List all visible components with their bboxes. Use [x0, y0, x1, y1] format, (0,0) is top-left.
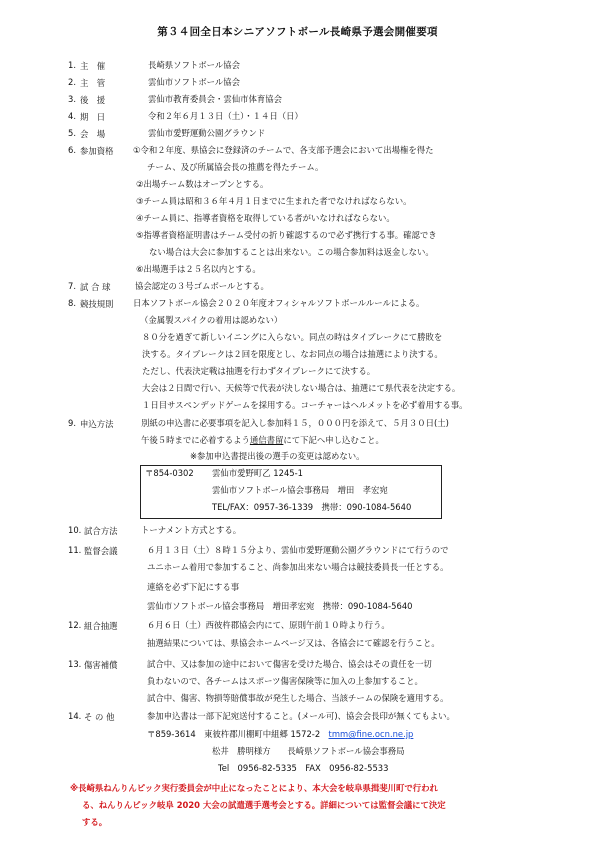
- rules-line: １日目サスペンデッドゲームを採用する。コーチャーはヘルメットを必ず着用する事。: [142, 400, 468, 410]
- item-label-support: 後 援: [80, 95, 106, 105]
- item-label-venue: 会 場: [80, 129, 106, 139]
- item-label-draw: 組合抽選: [84, 621, 118, 631]
- item-number: 10.: [68, 525, 82, 535]
- liability-line: 負わないので、各チームはスポーツ傷害保険等に加入の上参加すること。: [147, 676, 423, 686]
- qualification-line: ②出場チーム数はオープンとする。: [136, 179, 269, 189]
- item-number: 6.: [68, 145, 76, 155]
- item-label-liability: 傷害補償: [84, 660, 118, 670]
- item-number: 4.: [68, 111, 76, 121]
- manager-value: 雲仙市ソフトボール協会: [148, 77, 240, 87]
- meeting-line: ６月１３日（土）８時１５分より、雲仙市愛野運動公園グラウンドにて行うので: [147, 545, 449, 555]
- item-number: 13.: [68, 659, 82, 669]
- item-label-qualification: 参加資格: [80, 146, 114, 156]
- rules-line: （金属製スパイクの着用は認めない）: [140, 315, 283, 325]
- item-number: 2.: [68, 77, 76, 87]
- item-label-meeting: 監督会議: [84, 546, 118, 556]
- notice-line: ※長崎県ねんりんピック実行委員会が中止になったことにより、本大会を岐阜県揖斐川町で行われ: [70, 783, 438, 793]
- venue-value: 雲仙市愛野運動公園グラウンド: [148, 128, 266, 138]
- item-number: 5.: [68, 128, 76, 138]
- format-value: トーナメント方式とする。: [141, 525, 242, 535]
- draw-line: ６月６日（土）西彼杵郡協会内にて、原則午前１０時より行う。: [147, 620, 390, 630]
- qualification-line: チーム、及び所属協会長の推薦を得たチーム。: [147, 162, 324, 172]
- item-label-format: 試合方法: [84, 526, 118, 536]
- other-contact-name: 松井 勝明様方 長崎県ソフトボール協会事務局: [212, 746, 405, 756]
- item-label-ball: 試 合 球: [80, 282, 111, 292]
- notice-line: する。: [82, 817, 108, 827]
- qualification-line: ない場合は大会に参加することは出来ない。この場合参加料は返金しない。: [149, 247, 434, 257]
- application-text: にて下記へ申し込むこと。: [283, 435, 384, 445]
- item-number: 8.: [68, 298, 76, 308]
- application-phone: TEL/FAX：0957-36-1339 携帯：090-1084-5640: [212, 502, 412, 512]
- other-address-line: [147, 729, 413, 739]
- item-label-other: そ の 他: [84, 712, 115, 722]
- application-address: 雲仙市愛野町乙 1245-1: [212, 468, 303, 478]
- ball-value: 協会認定の３号ゴムボールとする。: [135, 281, 269, 291]
- meeting-contact-heading: 連絡を必ず下記にする事: [147, 582, 240, 592]
- meeting-line: ユニホーム着用で参加すること、尚参加出来ない場合は競技委員長一任とする。: [147, 562, 449, 572]
- item-label-organizer: 主 催: [80, 61, 106, 71]
- rules-line: 日本ソフトボール協会２０２０年度オフィシャルソフトボールルールによる。: [133, 298, 425, 308]
- qualification-line: ⑤指導者資格証明書はチーム受付の折り確認するので必ず携行する事。確認でき: [136, 230, 437, 240]
- application-line: [141, 435, 384, 445]
- item-label-date: 期 日: [80, 112, 106, 122]
- other-contact-phone: Tel 0956-82-5335 FAX 0956-82-5533: [218, 763, 389, 773]
- application-note: ※参加申込書提出後の選手の変更は認めない。: [190, 451, 365, 461]
- other-line: 参加申込書は一部下記宛送付すること。(メール可)、協会会長印が無くてもよい。: [147, 711, 455, 721]
- item-number: 1.: [68, 60, 76, 70]
- application-zip: 〒854-0302: [145, 468, 194, 478]
- qualification-line: ⑥出場選手は２５名以内とする。: [136, 264, 261, 274]
- date-value: 令和２年６月１３日（土）・１４日（日）: [148, 111, 303, 121]
- application-line: 別紙の申込書に必要事項を記入し参加料１５，０００円を添えて、５月３０日(土): [141, 418, 449, 428]
- item-number: 12.: [68, 620, 82, 630]
- application-text: 午後５時までに必着するよう: [141, 435, 250, 445]
- other-address: 〒859-3614 東彼杵郡川棚町中組郷 1572-2: [147, 729, 321, 739]
- qualification-line: ③チーム員は昭和３６年４月１日までに生まれた者でなければならない。: [136, 196, 412, 206]
- rules-line: ただし、代表決定戦は抽選を行わずタイブレークにて決する。: [142, 366, 376, 376]
- item-number: 11.: [68, 545, 82, 555]
- page-title: 第３４回全日本シニアソフトボール長崎県予選会開催要項: [157, 26, 438, 38]
- rules-line: ８０分を過ぎて新しいイニングに入らない。同点の時はタイブレークにて勝敗を: [142, 332, 443, 342]
- item-number: 14.: [68, 711, 82, 721]
- item-label-rules: 競技規則: [80, 299, 114, 309]
- item-label-application: 申込方法: [80, 419, 114, 429]
- liability-line: 試合中、又は参加の途中において傷害を受けた場合、協会はその責任を一切: [147, 659, 432, 669]
- draw-line: 抽選結果については、県協会ホームページ又は、各協会にて確認を行うこと。: [147, 638, 440, 648]
- rules-line: 大会は２日間で行い、天候等で代表が決しない場合は、抽選にて県代表を決定する。: [142, 383, 461, 393]
- meeting-contact: 雲仙市ソフトボール協会事務局 増田孝宏宛 携帯：090-1084-5640: [147, 601, 413, 611]
- notice-line: る、ねんりんピック岐阜 2020 大会の試遣選手選考会とする。詳細については監督会議にて決定: [82, 800, 446, 810]
- item-number: 3.: [68, 94, 76, 104]
- item-label-manager: 主 管: [80, 78, 106, 88]
- liability-line: 試合中、傷害、物損等賠償事故が発生した場合、当該チームの保険を適用する。: [147, 693, 449, 703]
- item-number: 7.: [68, 281, 76, 291]
- rules-line: 決する。タイブレークは２回を限度とし、なお同点の場合は抽選により決する。: [142, 349, 443, 359]
- application-organization: 雲仙市ソフトボール協会事務局 増田 孝宏宛: [212, 485, 388, 495]
- organizer-value: 長崎県ソフトボール協会: [148, 60, 240, 70]
- registered-mail-text: 通信書留: [249, 435, 284, 445]
- qualification-line: ④チーム員に、指導者資格を取得している者がいなければならない。: [136, 213, 395, 223]
- email-link[interactable]: tmm@fine.ocn.ne.jp: [328, 729, 414, 739]
- item-number: 9.: [68, 418, 76, 428]
- qualification-line: ①令和２年度、県協会に登録済のチームで、各支部予選会において出場権を得た: [133, 145, 434, 155]
- support-value: 雲仙市教育委員会・雲仙市体育協会: [148, 94, 282, 104]
